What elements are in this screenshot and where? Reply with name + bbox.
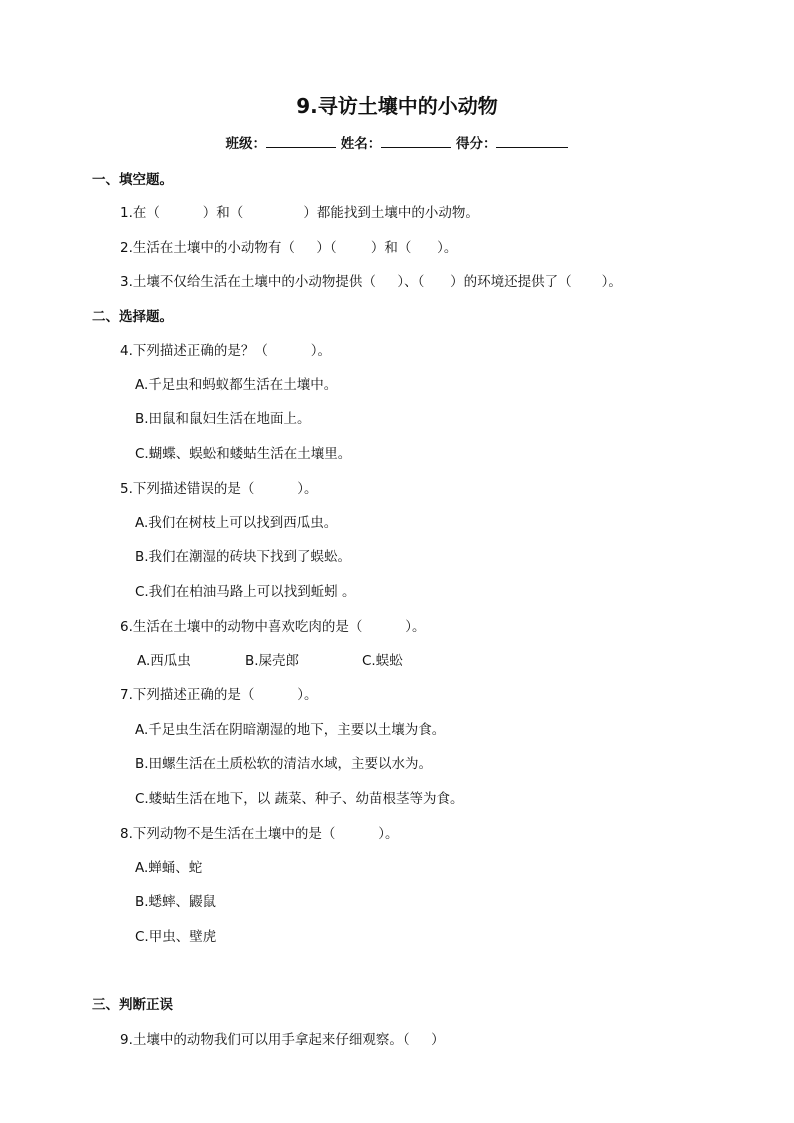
question-6-option-c: C.蜈蚣 — [362, 653, 403, 669]
section-heading-choice: 二、选择题。 — [92, 309, 173, 325]
question-1: 1.在（ ）和（ ）都能找到土壤中的小动物。 — [120, 205, 479, 221]
question-8-option-a: A.蝉蛹、蛇 — [135, 860, 203, 876]
name-label: 姓名： — [340, 136, 382, 152]
question-8-option-c: C.甲虫、壁虎 — [135, 929, 217, 945]
question-8-option-b: B.蟋蟀、鼹鼠 — [135, 894, 217, 910]
student-info-line — [0, 134, 794, 153]
class-blank — [266, 134, 336, 148]
score-blank — [496, 134, 568, 148]
question-6-option-b: B.屎壳郎 — [245, 653, 300, 669]
question-8: 8.下列动物不是生活在土壤中的是（ ）。 — [120, 826, 399, 842]
page-title: 9.寻访土壤中的小动物 — [296, 94, 498, 118]
section-heading-fill-blank: 一、填空题。 — [92, 172, 173, 188]
question-9: 9.土壤中的动物我们可以用手拿起来仔细观察。（ ） — [120, 1032, 445, 1048]
question-4-option-a: A.千足虫和蚂蚁都生活在土壤中。 — [135, 377, 338, 393]
question-5-option-b: B.我们在潮湿的砖块下找到了蜈蚣。 — [135, 549, 352, 565]
question-7: 7.下列描述正确的是（ ）。 — [120, 687, 318, 703]
question-3: 3.土壤不仅给生活在土壤中的小动物提供（ ）、（ ）的环境还提供了（ ）。 — [120, 274, 622, 290]
question-7-option-c: C.蝼蛄生活在地下，以 蔬菜、种子、幼苗根茎等为食。 — [135, 791, 464, 807]
question-7-option-a: A.千足虫生活在阴暗潮湿的地下，主要以土壤为食。 — [135, 722, 446, 738]
question-4-option-c: C.蝴蝶、蜈蚣和蝼蛄生活在土壤里。 — [135, 446, 352, 462]
score-label: 得分： — [455, 136, 497, 152]
question-7-option-b: B.田螺生活在土质松软的清洁水域，主要以水为。 — [135, 756, 433, 772]
question-5-option-c: C.我们在柏油马路上可以找到蚯蚓 。 — [135, 584, 356, 600]
question-5-option-a: A.我们在树枝上可以找到西瓜虫。 — [135, 515, 338, 531]
name-blank — [381, 134, 451, 148]
question-4: 4.下列描述正确的是？（ ）。 — [120, 343, 332, 359]
question-6: 6.生活在土壤中的动物中喜欢吃肉的是（ ）。 — [120, 619, 426, 635]
class-label: 班级： — [225, 136, 267, 152]
question-2: 2.生活在土壤中的小动物有（ ）（ ）和（ ）。 — [120, 240, 458, 256]
question-6-option-a: A.西瓜虫 — [137, 653, 191, 669]
section-heading-true-false: 三、判断正误 — [92, 997, 173, 1013]
question-4-option-b: B.田鼠和鼠妇生活在地面上。 — [135, 411, 311, 427]
question-5: 5.下列描述错误的是（ ）。 — [120, 481, 318, 497]
